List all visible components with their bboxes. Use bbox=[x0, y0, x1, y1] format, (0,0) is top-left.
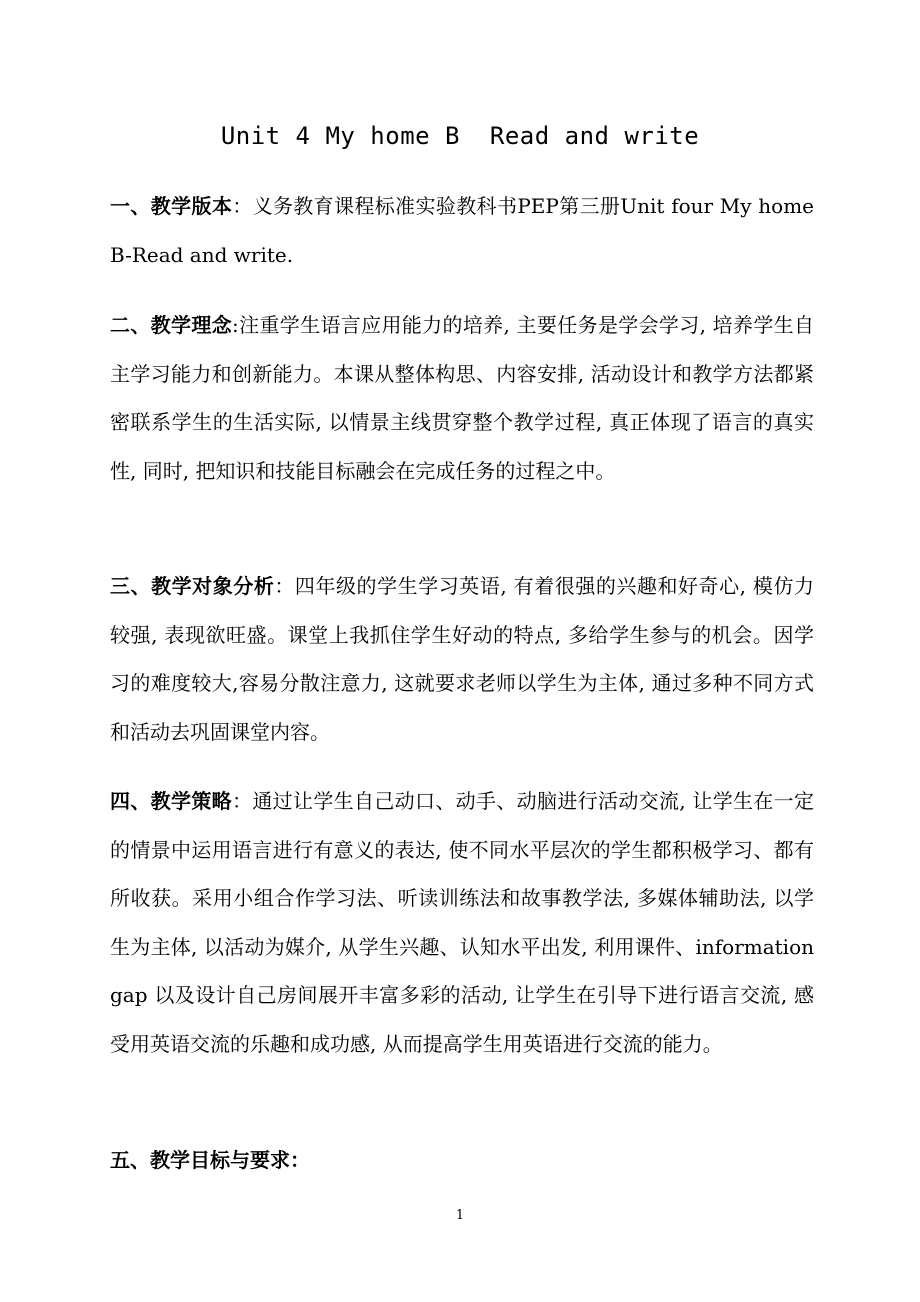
section-body: 通过让学生自己动口、动手、动脑进行活动交流, 让学生在一定的情景中运用语言进行有意义的表达, 使不同水平层次的学生都积极学习、都有所收获。采用小组合作学习法、听读训练法和故事教学法, 多媒体辅助法, 以学生为主体, 以活动为媒介, 从学生兴趣、认知水平出发, 利用课件、information gap 以及设计自己房间展开丰富多彩的活动, 让学生在引导下进行语言交流, 感受用英语交流的乐趣和成功感, 从而提高学生用英语进行交流的能力。 bbox=[110, 789, 815, 1056]
section-teaching-strategy bbox=[110, 777, 814, 1069]
section-heading: 二、教学理念 bbox=[110, 313, 233, 337]
section-heading: 一、教学版本 bbox=[110, 194, 233, 218]
section-teaching-edition bbox=[110, 182, 814, 279]
section-student-analysis bbox=[110, 562, 814, 756]
section-separator: ： bbox=[232, 194, 253, 218]
section-heading: 五、教学目标与要求 bbox=[110, 1148, 290, 1172]
section-teaching-goals bbox=[110, 1136, 814, 1185]
section-heading: 四、教学策略 bbox=[110, 789, 232, 813]
section-separator: ： bbox=[232, 789, 253, 813]
section-separator: ： bbox=[290, 1148, 310, 1172]
document-title: Unit 4 My home B Read and write bbox=[220, 122, 700, 150]
section-teaching-philosophy bbox=[110, 301, 814, 495]
section-body: 义务教育课程标准实验教科书PEP第三册Unit four My home B-Read and write. bbox=[110, 194, 815, 267]
section-separator: ： bbox=[274, 574, 295, 598]
page-number: 1 bbox=[455, 1208, 465, 1223]
section-body: 注重学生语言应用能力的培养, 主要任务是学会学习, 培养学生自主学习能力和创新能力。本课从整体构思、内容安排, 活动设计和教学方法都紧密联系学生的生活实际, 以情景主线贯穿整个教学过程, 真正体现了语言的真实性, 同时, 把知识和技能目标融会在完成任务的过程之中。 bbox=[110, 313, 814, 483]
section-heading: 三、教学对象分析 bbox=[110, 574, 275, 598]
section-body: 四年级的学生学习英语, 有着很强的兴趣和好奇心, 模仿力较强, 表现欲旺盛。课堂上我抓住学生好动的特点, 多给学生参与的机会。因学习的难度较大,容易分散注意力, 这就要求老师以学生为主体, 通过多种不同方式和活动去巩固课堂内容。 bbox=[110, 574, 815, 744]
section-separator: : bbox=[232, 313, 239, 337]
